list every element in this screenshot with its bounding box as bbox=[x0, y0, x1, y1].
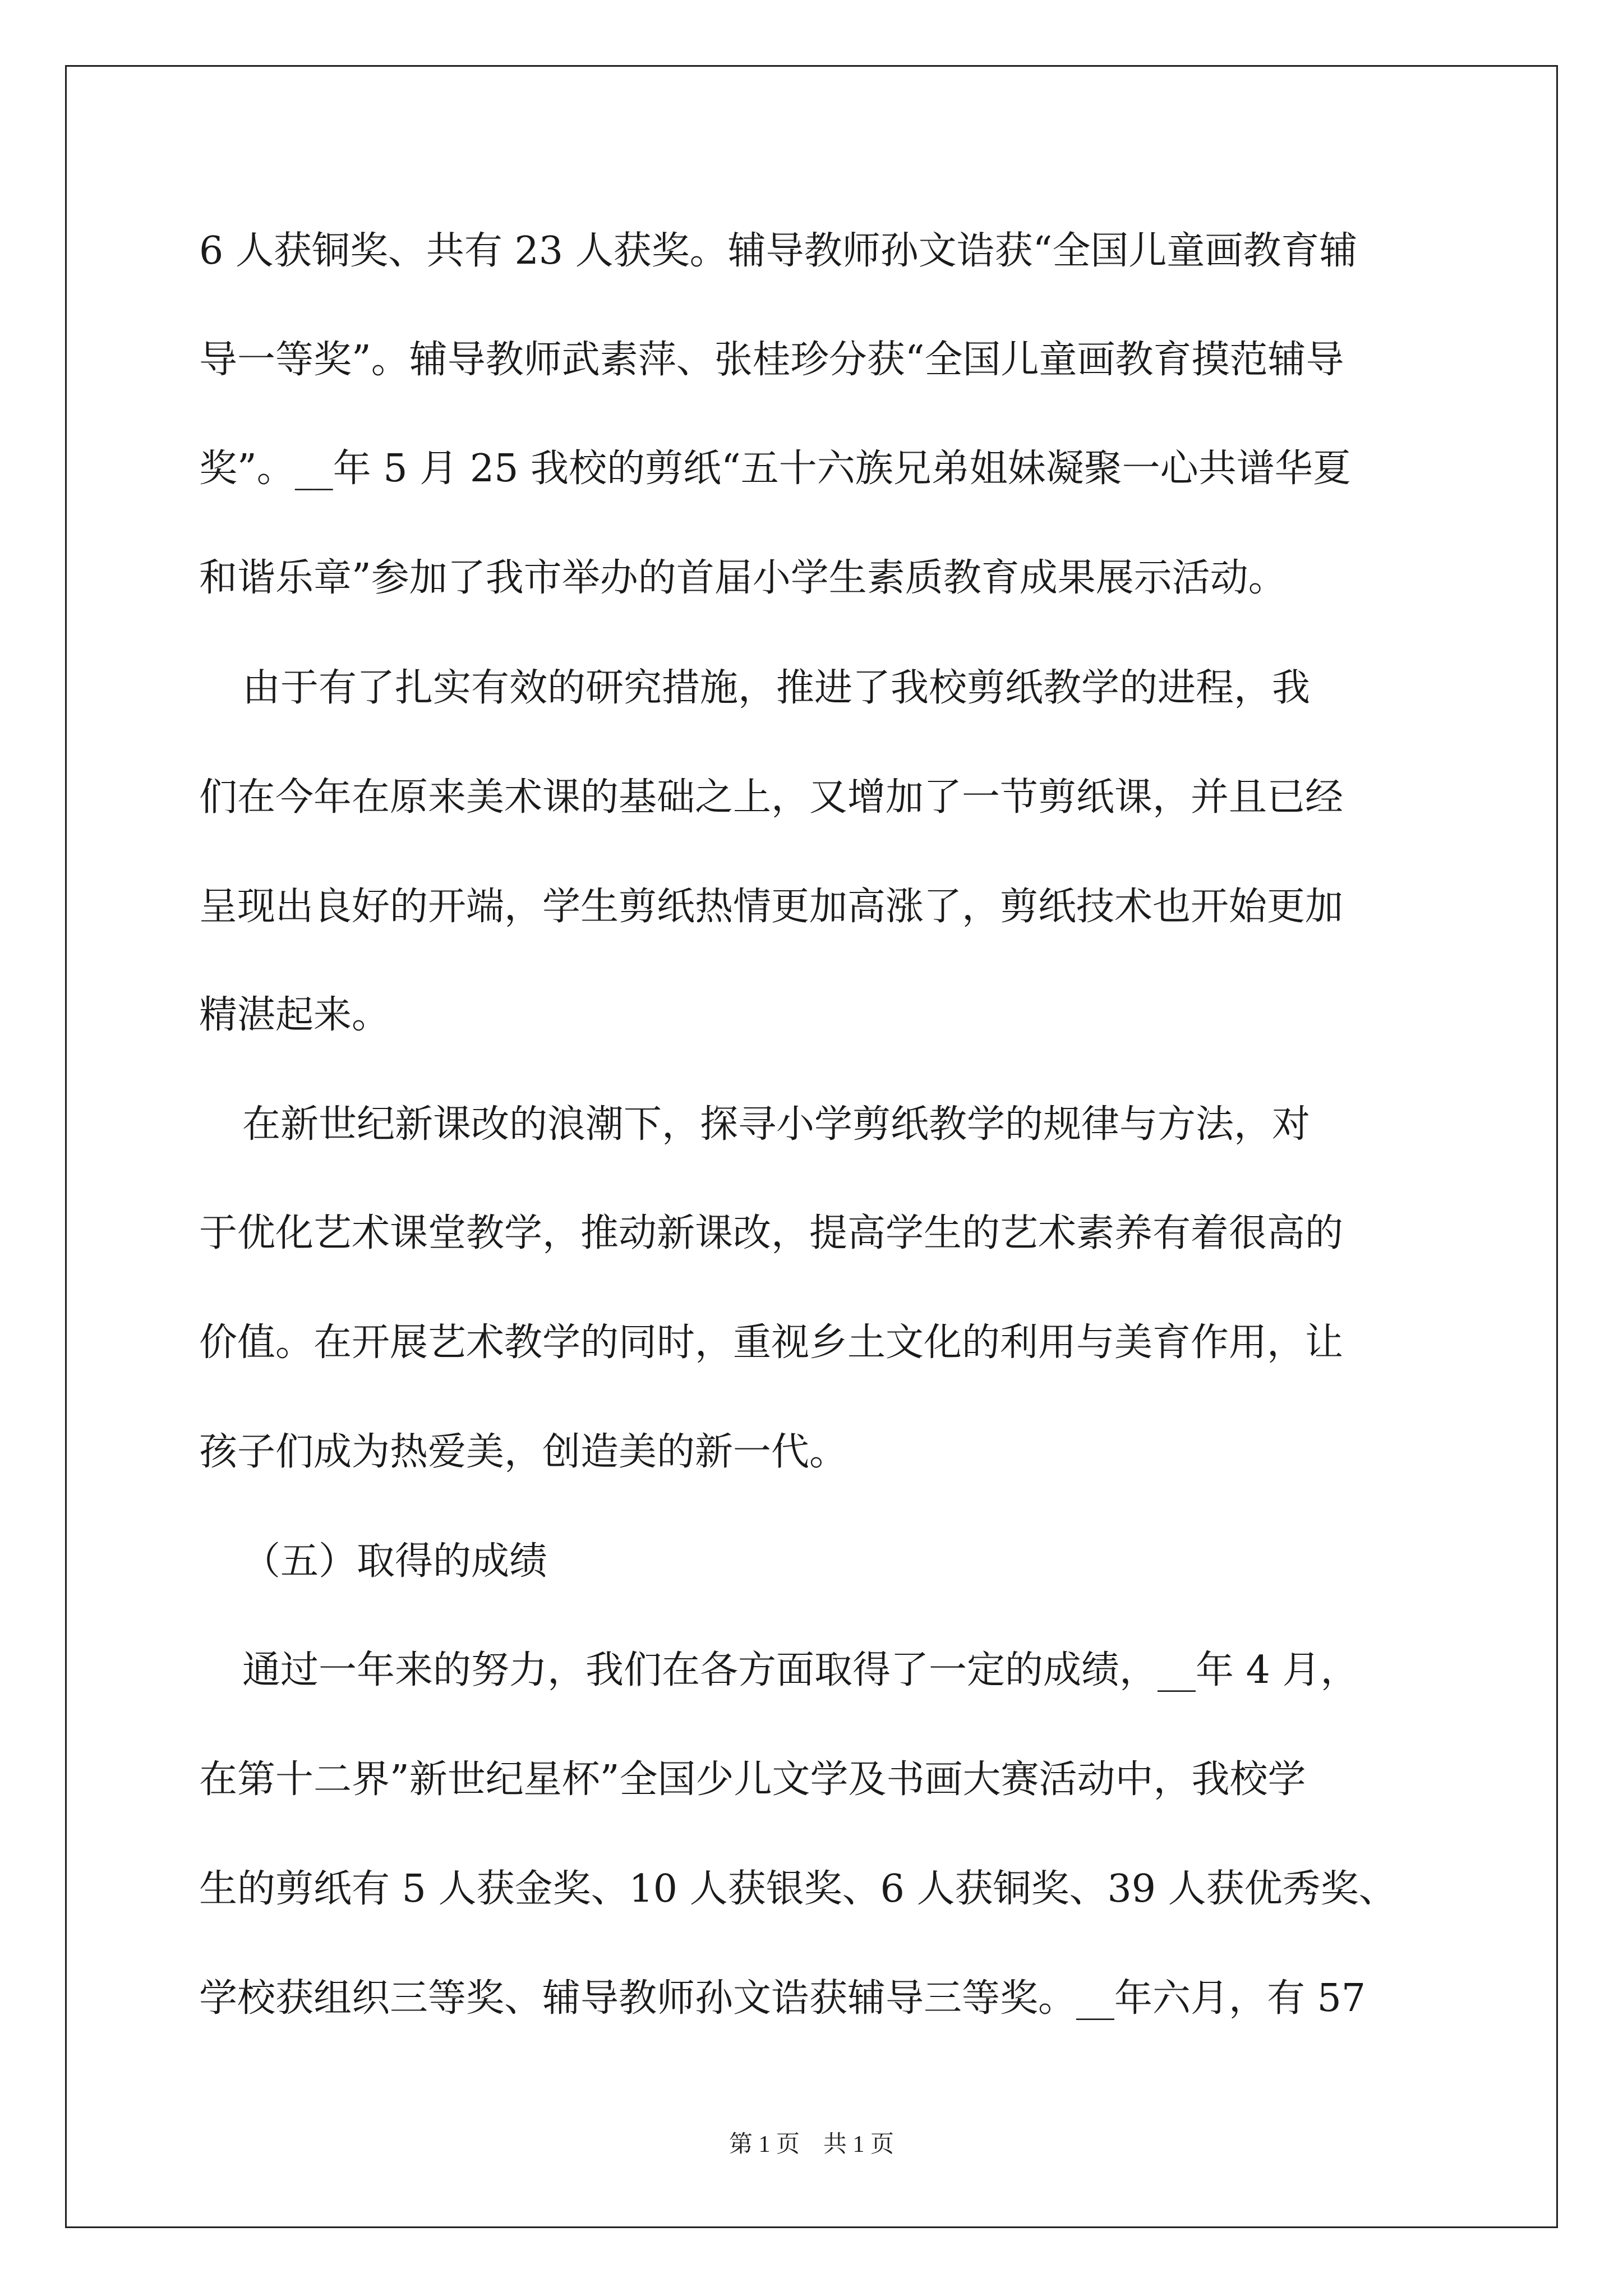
text-line: 学校获组织三等奖、辅导教师孙文诰获辅导三等奖。__年六月，有 57 bbox=[199, 1976, 1366, 2021]
text-line: 孩子们成为热爱美，创造美的新一代。 bbox=[199, 1430, 848, 1474]
text-line: 生的剪纸有 5 人获金奖、10 人获银奖、6 人获铜奖、39 人获优秀奖、 bbox=[199, 1867, 1397, 1911]
section-heading: （五）取得的成绩 bbox=[242, 1539, 548, 1584]
text-line: 于优化艺术课堂教学，推动新课改，提高学生的艺术素养有着很高的 bbox=[199, 1211, 1344, 1255]
text-line: 6 人获铜奖、共有 23 人获奖。辅导教师孙文诰获“全国儿童画教育辅 bbox=[199, 229, 1358, 273]
text-line: 价值。在开展艺术教学的同时，重视乡土文化的利用与美育作用，让 bbox=[199, 1320, 1344, 1365]
text-line: 精湛起来。 bbox=[199, 993, 390, 1037]
paragraph-first-line: 通过一年来的努力，我们在各方面取得了一定的成绩，__年 4 月， bbox=[242, 1648, 1359, 1692]
text-line: 呈现出良好的开端，学生剪纸热情更加高涨了，剪纸技术也开始更加 bbox=[199, 885, 1344, 929]
text-line: 们在今年在原来美术课的基础之上，又增加了一节剪纸课，并且已经 bbox=[199, 775, 1344, 820]
text-line: 导一等奖”。辅导教师武素萍、张桂珍分获“全国儿童画教育摸范辅导 bbox=[199, 338, 1344, 382]
page-number: 第 1 页 共 1 页 bbox=[728, 2132, 894, 2157]
text-line: 和谐乐章”参加了我市举办的首届小学生素质教育成果展示活动。 bbox=[199, 556, 1287, 600]
paragraph-first-line: 由于有了扎实有效的研究措施，推进了我校剪纸教学的进程，我 bbox=[242, 666, 1311, 710]
text-line: 在第十二界”新世纪星杯”全国少儿文学及书画大赛活动中，我校学 bbox=[199, 1757, 1306, 1802]
paragraph-first-line: 在新世纪新课改的浪潮下，探寻小学剪纸教学的规律与方法，对 bbox=[242, 1102, 1311, 1147]
text-line: 奖”。__年 5 月 25 我校的剪纸“五十六族兄弟姐妹凝聚一心共谱华夏 bbox=[199, 447, 1351, 491]
